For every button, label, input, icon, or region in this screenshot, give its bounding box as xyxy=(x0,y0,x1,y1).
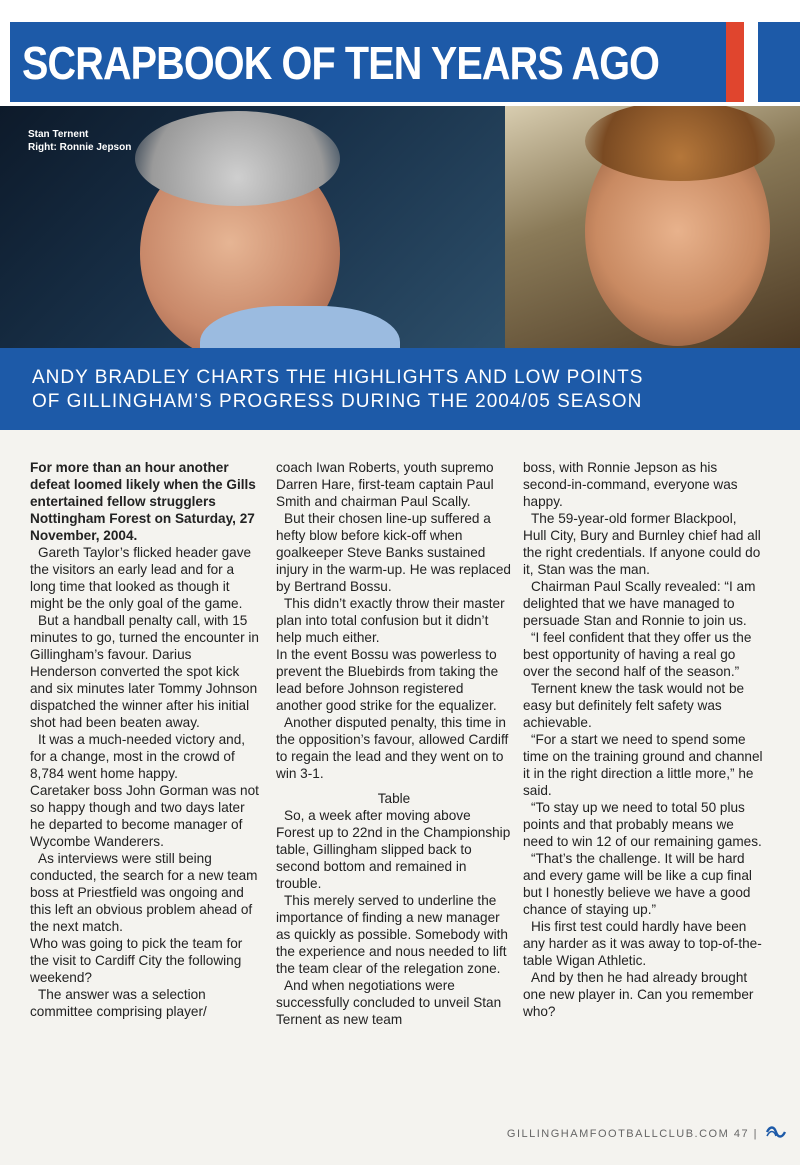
title-bar xyxy=(10,22,800,102)
paragraph: And by then he had already brought one new player in. Can you remember who? xyxy=(523,970,754,1019)
paragraph: “For a start we need to spend some time on the training ground and channel it in the right direction a little more,” he said. xyxy=(523,732,763,798)
paragraph: This didn’t exactly throw their master plan into total confusion but it didn’t help much either. xyxy=(276,596,505,645)
white-stripe xyxy=(744,22,758,102)
caption-line-1: Stan Ternent xyxy=(28,129,89,140)
photo-caption xyxy=(28,128,131,154)
paragraph: The answer was a selection committee comprising player/ xyxy=(30,987,207,1019)
club-logo-icon xyxy=(765,1124,787,1140)
paragraph: Who was going to pick the team for the visit to Cardiff City the following weekend? xyxy=(30,936,243,985)
caption-line-2: Right: Ronnie Jepson xyxy=(28,142,132,153)
footer-divider: | xyxy=(753,1128,758,1140)
paragraph: Gareth Taylor’s flicked header gave the visitors an early lead and for a long time that looked as though it might be the only goal of the game. xyxy=(30,545,252,611)
header xyxy=(0,0,800,106)
article-column-2 xyxy=(276,459,512,1028)
paragraph: As interviews were still being conducted, the search for a new team boss at Priestfield was ongoing and this left an obvious problem ahead of the next match. xyxy=(30,851,258,934)
paragraph: “To stay up we need to total 50 plus points and that probably means we need to win 12 of our remaining games. xyxy=(523,800,762,849)
paragraph: Chairman Paul Scally revealed: “I am delighted that we have managed to persuade Stan and Ronnie to join us. xyxy=(523,579,756,628)
article-column-1 xyxy=(30,459,260,1020)
blue-stripe xyxy=(758,22,800,102)
ronnie-jepson-photo xyxy=(505,106,800,348)
red-stripe xyxy=(726,22,744,102)
paragraph: It was a much-needed victory and, for a change, most in the crowd of 8,784 went home happy. xyxy=(30,732,246,781)
paragraph: And when negotiations were successfully concluded to unveil Stan Ternent as new team xyxy=(276,978,502,1027)
article-column-3 xyxy=(523,459,763,1020)
paragraph: Ternent knew the task would not be easy but definitely felt safety was achievable. xyxy=(523,681,745,730)
paragraph: In the event Bossu was powerless to prevent the Bluebirds from taking the lead before Johnson registered another good strike for the equalizer. xyxy=(276,647,499,713)
paragraph: This merely served to underline the importance of finding a new manager as quickly as possible. Somebody with the experience and nous needed to lift the team clear of the relegation zone. xyxy=(276,893,508,976)
page-number: 47 xyxy=(733,1128,750,1140)
paragraph: “That’s the challenge. It will be hard and every game will be like a cup final but I honestly believe we have a good chance of staying up.” xyxy=(523,851,752,917)
paragraph: Another disputed penalty, this time in the opposition’s favour, allowed Cardiff to regain the lead and they went on to win 3-1. xyxy=(276,715,509,781)
page-title: SCRAPBOOK OF TEN YEARS AGO xyxy=(22,37,660,89)
paragraph: coach Iwan Roberts, youth supremo Darren Hare, first-team captain Paul Smith and chairman Paul Scally. xyxy=(276,460,494,509)
footer xyxy=(507,1128,758,1140)
subtitle-bar xyxy=(0,348,800,430)
paragraph: “I feel confident that they offer us the best opportunity of having a real go over the second half of the season.” xyxy=(523,630,752,679)
paragraph: The 59-year-old former Blackpool, Hull City, Bury and Burnley chief had all the right credentials. If anyone could do it, Stan was the man. xyxy=(523,511,761,577)
paragraph: Caretaker boss John Gorman was not so happy though and two days later he departed to become manager of Wycombe Wanderers. xyxy=(30,783,259,849)
lead-paragraph: For more than an hour another defeat loomed likely when the Gills entertained fellow strugglers Nottingham Forest on Saturday, 27 November, 2004. xyxy=(30,460,256,543)
hair-shape xyxy=(135,111,340,206)
paragraph: boss, with Ronnie Jepson as his second-in-command, everyone was happy. xyxy=(523,460,738,509)
paragraph: But a handball penalty call, with 15 minutes to go, turned the encounter in Gillingham’s favour. Darius Henderson converted the spot kick and six minutes later Tommy Johnson dispatched the winner after his initial shot had been beaten away. xyxy=(30,613,259,730)
paragraph: So, a week after moving above Forest up to 22nd in the Championship table, Gillingham slipped back to second bottom and remained in trouble. xyxy=(276,808,511,891)
subtitle-line-2: OF GILLINGHAM’S PROGRESS DURING THE 2004/05 SEASON xyxy=(32,391,643,412)
section-heading: Table xyxy=(377,791,411,806)
subtitle-line-1: ANDY BRADLEY CHARTS THE HIGHLIGHTS AND LOW POINTS xyxy=(32,367,644,388)
paragraph: His first test could hardly have been any harder as it was away to top-of-the-table Wigan Athletic. xyxy=(523,919,762,968)
paragraph: But their chosen line-up suffered a hefty blow before kick-off when goalkeeper Steve Banks sustained injury in the warm-up. He was replaced by Bertrand Bossu. xyxy=(276,511,511,594)
footer-site: GILLINGHAMFOOTBALLCLUB.COM xyxy=(506,1128,730,1140)
subtitle xyxy=(32,366,772,414)
